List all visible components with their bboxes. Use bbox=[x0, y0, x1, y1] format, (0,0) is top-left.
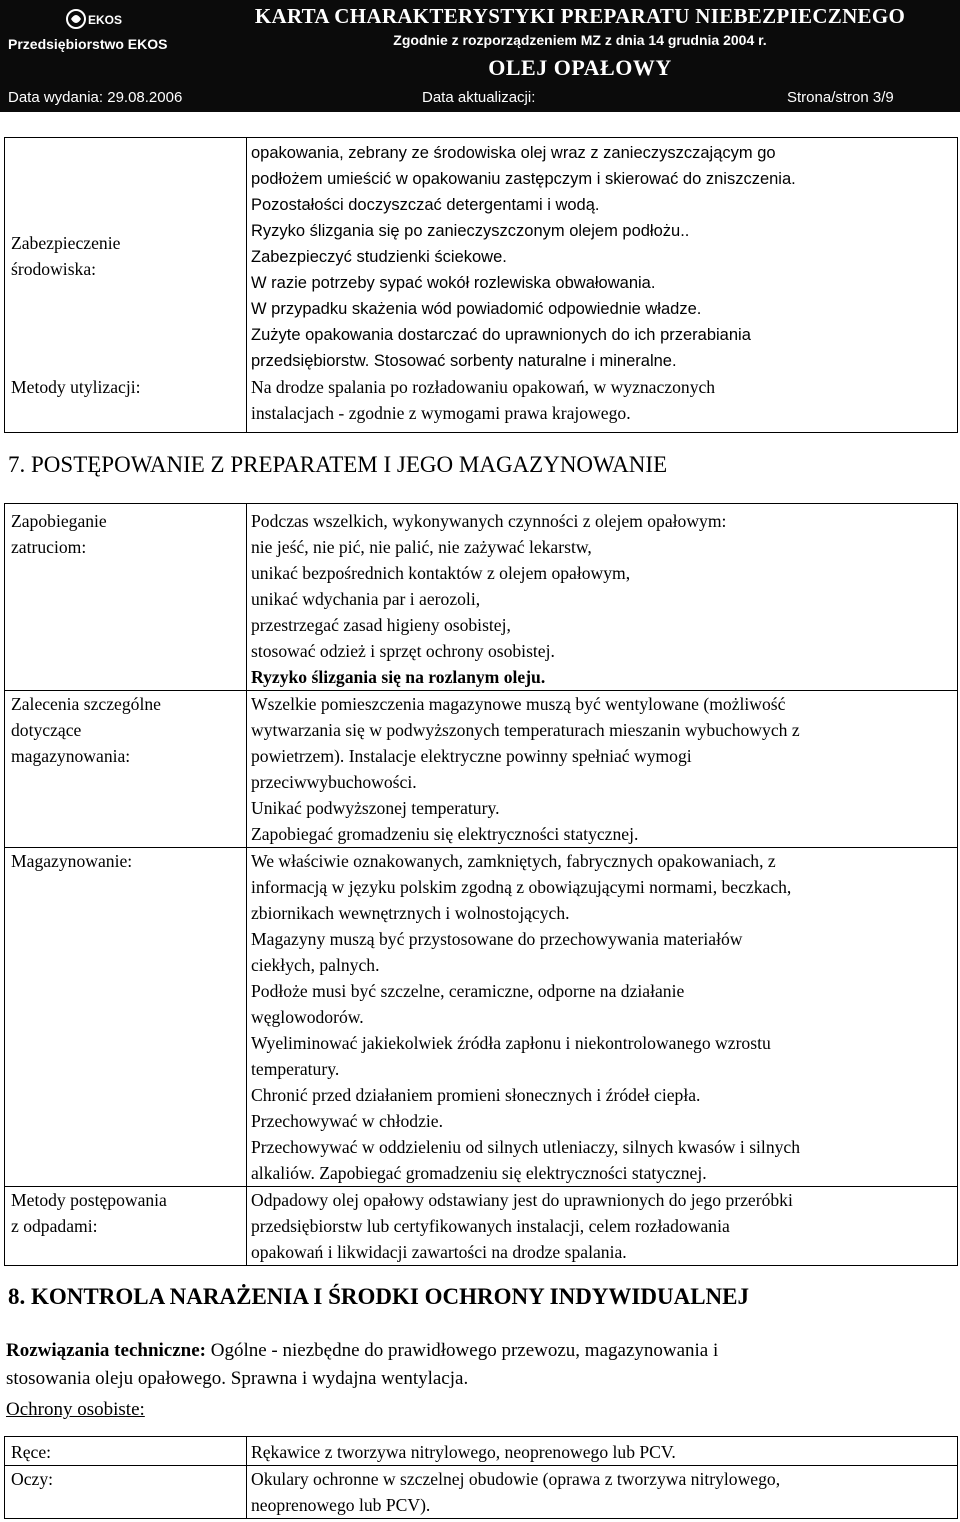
personal-protection-table bbox=[4, 1436, 958, 1519]
row-value: We właściwie oznakowanych, zamkniętych, fabrycznych opakowaniach, z informacją w języku polskim zgodną z obowiązującymi normami, beczkach, zbiornikach wewnętrznych i wolnostojących. Magazyny muszą być przystosowane do przechowywania materiałów ciekłych, palnych. Podłoże musi być szczelne, ceramiczne, odporne na działanie węglowodorów. Wyeliminować jakiekolwiek źródła zapłonu i niekontrolowanego wzrostu temperatury. Chronić przed działaniem promieni słonecznych i źródeł ciepła. Przechowywać w chłodzie. Przechowywać w oddzieleniu od silnych utleniaczy, silnych kwasów i silnych alkaliów. Zapobiegać gromadzeniu się elektryczności statycznej. bbox=[247, 848, 958, 1187]
row-label: Ręce: bbox=[5, 1437, 247, 1466]
table-row bbox=[5, 374, 958, 433]
table-row bbox=[5, 848, 958, 1187]
technical-solutions-label: Rozwiązania techniczne: bbox=[6, 1340, 206, 1361]
row-label: Metody utylizacji: bbox=[5, 374, 247, 433]
table-row bbox=[5, 691, 958, 848]
row-value: Podczas wszelkich, wykonywanych czynności z olejem opałowym: nie jeść, nie pić, nie palić, nie zażywać lekarstw, unikać bezpośrednich kontaktów z olejem opałowym, unikać wdychania par i aerozoli, przestrzegać zasad higieny osobistej, stosować odzież i sprzęt ochrony osobistej. Ryzyko ślizgania się na rozlanym oleju. bbox=[247, 504, 958, 691]
table-row bbox=[5, 504, 958, 691]
row-label: Metody postępowania z odpadami: bbox=[5, 1187, 247, 1266]
table-row bbox=[5, 1466, 958, 1519]
row-label: Magazynowanie: bbox=[5, 848, 247, 1187]
table-row bbox=[5, 1437, 958, 1466]
company-block bbox=[0, 0, 196, 62]
row-value: Na drodze spalania po rozładowaniu opakowań, w wyznaczonych instalacjach - zgodnie z wymogami prawa krajowego. bbox=[251, 377, 716, 423]
section-8-heading: 8. KONTROLA NARAŻENIA I ŚRODKI OCHRONY INDYWIDUALNEJ bbox=[8, 1284, 749, 1309]
row-value: Okulary ochronne w szczelnej obudowie (oprawa z tworzywa nitrylowego, neoprenowego lub PCV). bbox=[251, 1469, 781, 1515]
row-label: Zabezpieczenie środowiska: bbox=[5, 138, 247, 375]
handling-storage-table bbox=[4, 503, 958, 1266]
svg-text:EKOS: EKOS bbox=[88, 13, 123, 27]
row-label: Oczy: bbox=[5, 1466, 247, 1519]
document-header bbox=[0, 0, 960, 86]
environment-table bbox=[4, 137, 958, 433]
page-number: Strona/stron 3/9 bbox=[787, 89, 894, 106]
document-title: KARTA CHARAKTERYSTYKI PREPARATU NIEBEZPIECZNEGO bbox=[254, 4, 906, 28]
row-value: Wszelkie pomieszczenia magazynowe muszą być wentylowane (możliwość wytwarzania się w podwyższonych temperaturach mieszanin wybuchowych z powietrzem). Instalacje elektryczne powinny spełniać wymogi przeciwwybuchowości. Unikać podwyższonej temperatury. Zapobiegać gromadzeniu się elektryczności statycznej. bbox=[247, 691, 958, 848]
update-date: Data aktualizacji: bbox=[422, 89, 536, 106]
row-value: Rękawice z tworzywa nitrylowego, neoprenowego lub PCV. bbox=[247, 1437, 958, 1466]
table-row bbox=[5, 138, 958, 375]
company-name: Przedsiębiorstwo EKOS bbox=[8, 36, 168, 52]
table-row bbox=[5, 1187, 958, 1266]
header-info-bar bbox=[0, 84, 960, 112]
document-subtitle: Zgodnie z rozporządzeniem MZ z dnia 14 grudnia 2004 r. bbox=[393, 32, 767, 48]
ekos-logo-icon bbox=[64, 5, 128, 33]
issue-date: Data wydania: 29.08.2006 bbox=[8, 89, 183, 106]
technical-solutions-paragraph: Rozwiązania techniczne: Ogólne - niezbędne do prawidłowego przewozu, magazynowania i stosowania oleju opałowego. Sprawna i wydajna wentylacja. bbox=[6, 1340, 719, 1389]
row-value: Odpadowy olej opałowy odstawiany jest do uprawnionych do jego przeróbki przedsiębiorstw lub certyfikowanych instalacji, celem rozładowania opakowań i likwidacji zawartości na drodze spalania. bbox=[251, 1190, 793, 1262]
row-label: Zapobieganie zatruciom: bbox=[5, 504, 247, 691]
slip-warning: Ryzyko ślizgania się na rozlanym oleju. bbox=[251, 667, 546, 687]
product-name: OLEJ OPAŁOWY bbox=[488, 55, 672, 80]
personal-protection-label: Ochrony osobiste: bbox=[6, 1399, 145, 1420]
row-value: opakowania, zebrany ze środowiska olej wraz z zanieczyszczającym go podłożem umieścić w opakowaniu zastępczym i skierować do zniszczenia. Pozostałości doczyszczać detergentami i wodą. Ryzyko ślizgania się po zanieczyszczonym olejem podłożu.. Zabezpieczyć studzienki ściekowe. W razie potrzeby sypać wokół rozlewiska obwałowania. W przypadku skażenia wód powiadomić odpowiednie władze. Zużyte opakowania dostarczać do uprawnionych do ich przerabiania przedsiębiorstw. Stosować sorbenty naturalne i mineralne. bbox=[251, 144, 796, 370]
section-7-heading: 7. POSTĘPOWANIE Z PREPARATEM I JEGO MAGAZYNOWANIE bbox=[8, 452, 668, 477]
row-label: Zalecenia szczególne dotyczące magazynowania: bbox=[5, 691, 247, 848]
